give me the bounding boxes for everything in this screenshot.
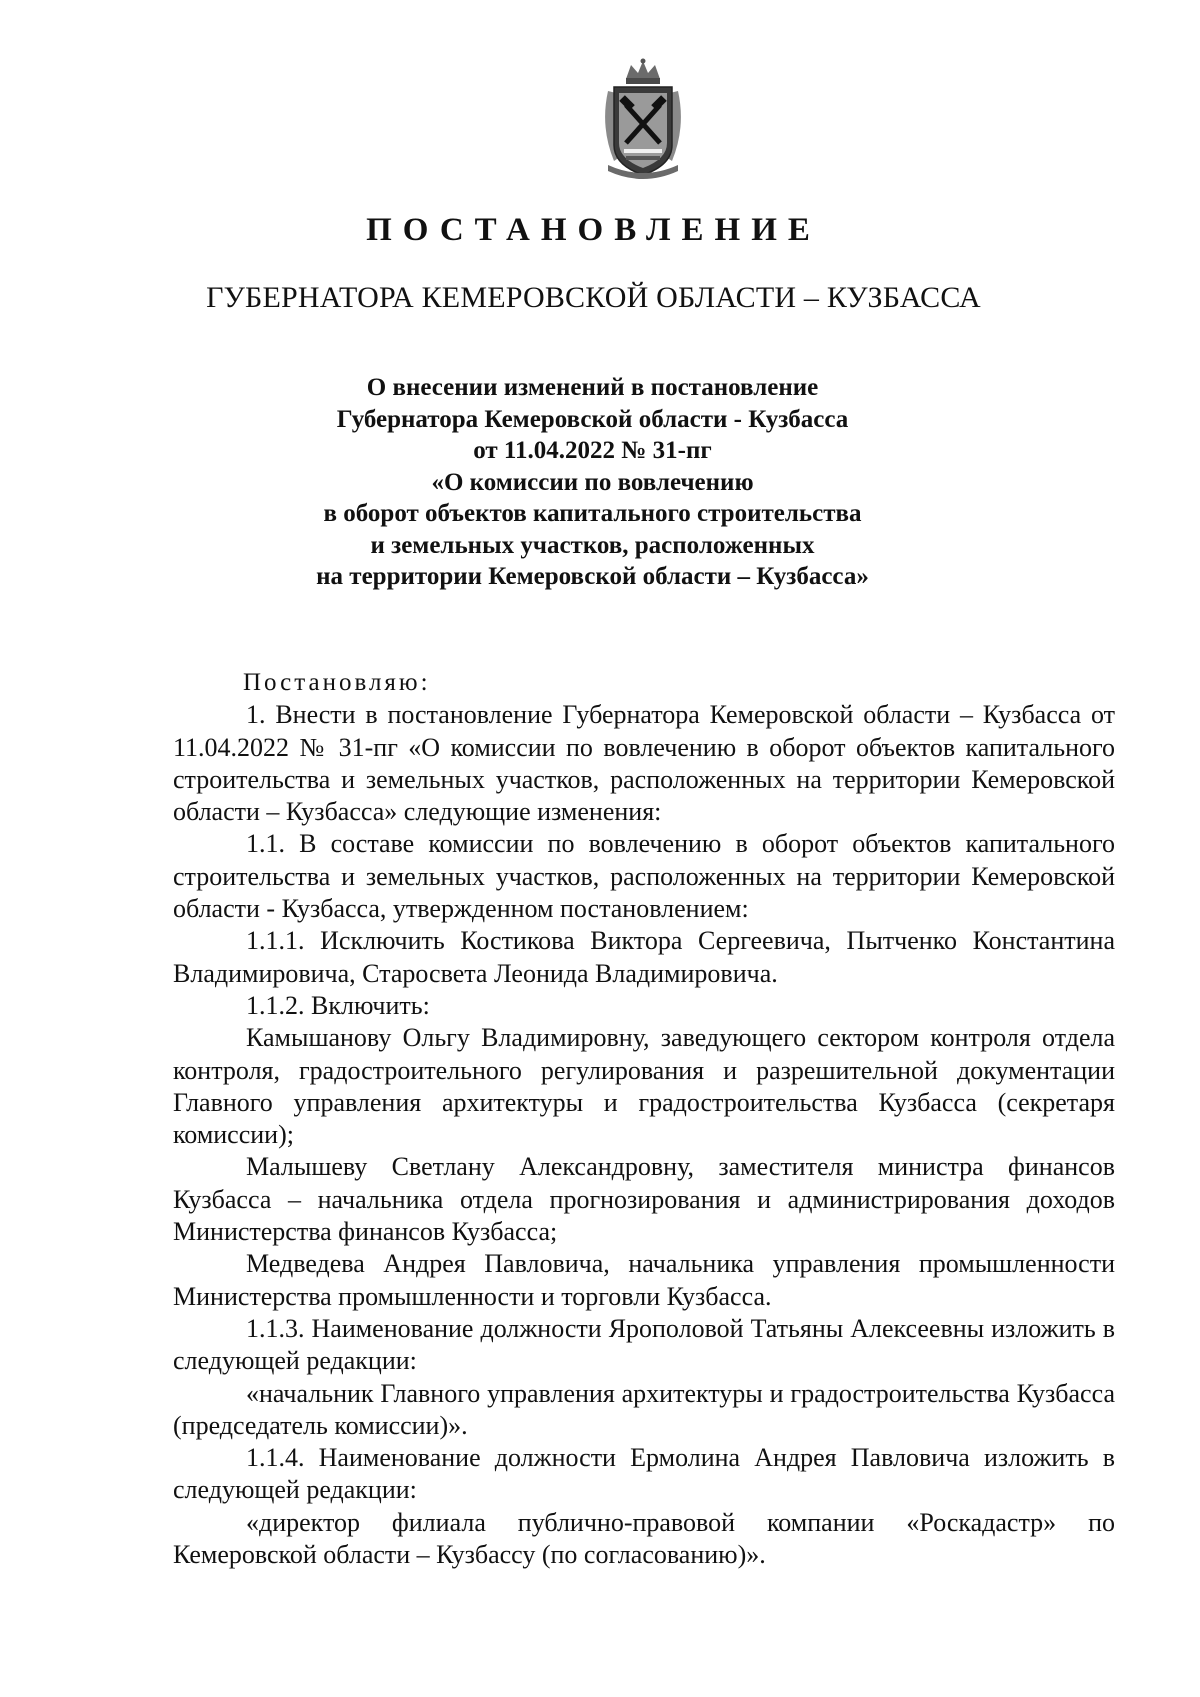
paragraph-item-1-1-4: 1.1.4. Наименование должности Ермолина Андрея Павловича изложить в следующей редакции:	[173, 1443, 1115, 1505]
subject-line: «О комиссии по вовлечению	[431, 468, 754, 496]
document-type-title: ПОСТАНОВЛЕНИЕ	[366, 212, 821, 248]
subject-line: О внесении изменений в постановление	[366, 374, 819, 401]
document-subject	[250, 372, 935, 593]
subject-line: на территории Кемеровской области – Кузбасса»	[316, 563, 869, 590]
subject-line: в оборот объектов капитального строительства	[323, 500, 862, 527]
issuer-title: ГУБЕРНАТОРА КЕМЕРОВСКОЙ ОБЛАСТИ – КУЗБАССА	[206, 281, 981, 314]
decree-word: Постановляю:	[243, 669, 431, 696]
paragraph-member-malysheva: Малышеву Светлану Александровну, заместителя министра финансов Кузбасса – начальника отдела прогнозирования и администрирования доходов Министерства финансов Кузбасса;	[173, 1152, 1115, 1247]
document-body	[173, 667, 1115, 1571]
subject-line: и земельных участков, расположенных	[370, 531, 815, 559]
subject-line: от 11.04.2022 № 31-пг	[473, 437, 712, 464]
paragraph-item-1-1-3: 1.1.3. Наименование должности Ярополовой Татьяны Алексеевны изложить в следующей редакции:	[173, 1313, 1115, 1376]
paragraph-item-1-1-1: 1.1.1. Исключить Костикова Виктора Сергеевича, Пытченко Константина Владимировича, Старосвета Леонида Владимировича.	[173, 926, 1115, 988]
paragraph-quote-director: «директор филиала публично-правовой компании «Роскадастр» по Кемеровской области – Кузбассу (по согласованию)».	[173, 1507, 1115, 1570]
subject-line: Губернатора Кемеровской области - Кузбасса	[336, 405, 849, 433]
paragraph-quote-chairman: «начальник Главного управления архитектуры и градостроительства Кузбасса (председатель комиссии)».	[173, 1378, 1115, 1440]
paragraph-item-1: 1. Внести в постановление Губернатора Кемеровской области – Кузбасса от 11.04.2022 № 31-пг «О комиссии по вовлечению в оборот объектов капитального строительства и земельных участков, расположенных на территории Кемеровской области – Кузбасса» следующие изменения:	[173, 700, 1115, 827]
paragraph-member-kamyshanova: Камышанову Ольгу Владимировну, заведующего сектором контроля отдела контроля, градостроительного регулирования и разрешительной документации Главного управления архитектуры и градостроительства Кузбасса (секретаря комиссии);	[173, 1023, 1115, 1150]
coat-of-arms-icon	[598, 57, 688, 181]
paragraph-member-medvedev: Медведева Андрея Павловича, начальника управления промышленности Министерства промышленности и торговли Кузбасса.	[173, 1249, 1115, 1311]
paragraph-item-1-1: 1.1. В составе комиссии по вовлечению в оборот объектов капитального строительства и земельных участков, расположенных на территории Кемеровской области - Кузбасса, утвержденном постановлением:	[173, 829, 1115, 924]
paragraph-item-1-1-2: 1.1.2. Включить:	[246, 990, 430, 1020]
